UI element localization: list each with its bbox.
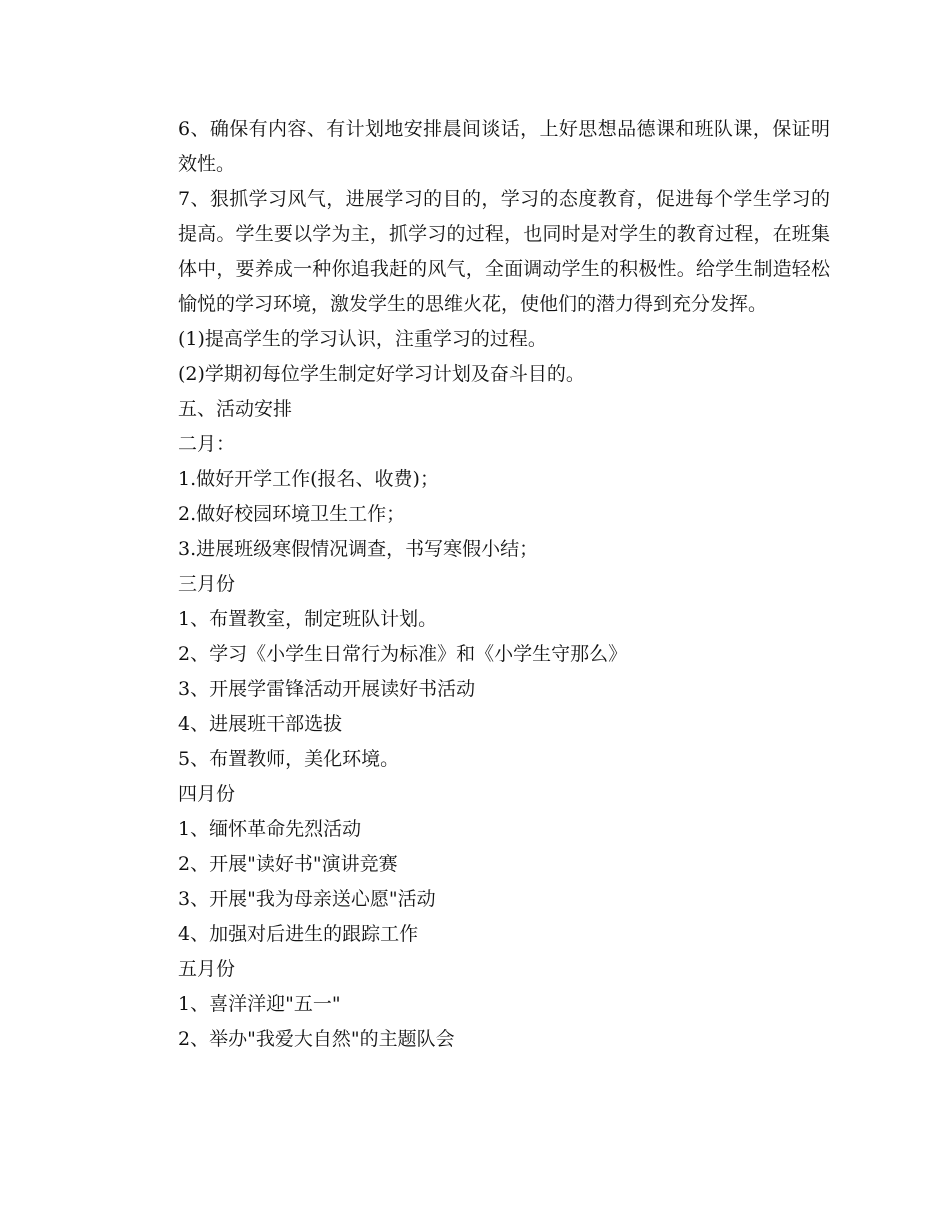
section-heading-activities: 五、活动安排 [178, 398, 293, 420]
month-heading-may: 五月份 [178, 958, 236, 980]
list-item: 3、开展"我为母亲送心愿"活动 [178, 888, 436, 910]
list-item: 1.做好开学工作(报名、收费)； [178, 468, 439, 490]
list-item: 2、举办"我爱大自然"的主题队会 [178, 1028, 455, 1050]
list-item: 3、开展学雷锋活动开展读好书活动 [178, 678, 476, 700]
paragraph-item-6: 6、确保有内容、有计划地安排晨间谈话，上好思想品德课和班队课，保证明效性。 [178, 118, 830, 175]
month-heading-april: 四月份 [178, 783, 236, 805]
list-item: 2、学习《小学生日常行为标准》和《小学生守那么》 [178, 643, 628, 665]
document-body [140, 112, 830, 1057]
paragraph-item-7: 7、狠抓学习风气，进展学习的目的，学习的态度教育，促进每个学生学习的提高。学生要以学为主，抓学习的过程，也同时是对学生的教育过程，在班集体中，要养成一种你追我赶的风气，全面调动学生的积极性。给学生制造轻松愉悦的学习环境，激发学生的思维火花，使他们的潜力得到充分发挥。 [178, 188, 830, 315]
month-heading-march: 三月份 [178, 573, 236, 595]
list-item: 5、布置教师，美化环境。 [178, 748, 400, 770]
list-item: 2、开展"读好书"演讲竞赛 [178, 853, 398, 875]
list-item: 4、进展班干部选拔 [178, 713, 343, 735]
list-item: 1、缅怀革命先烈活动 [178, 818, 362, 840]
list-item: 3.进展班级寒假情况调查，书写寒假小结； [178, 538, 539, 560]
list-item: 4、加强对后进生的跟踪工作 [178, 923, 419, 945]
list-item: 1、喜洋洋迎"五一" [178, 993, 341, 1015]
month-heading-february: 二月： [178, 433, 236, 455]
list-item: 2.做好校园环境卫生工作； [178, 503, 406, 525]
sub-item-1: (1)提高学生的学习认识，注重学习的过程。 [178, 328, 547, 350]
list-item: 1、布置教室，制定班队计划。 [178, 608, 438, 630]
sub-item-2: (2)学期初每位学生制定好学习计划及奋斗目的。 [178, 363, 585, 385]
